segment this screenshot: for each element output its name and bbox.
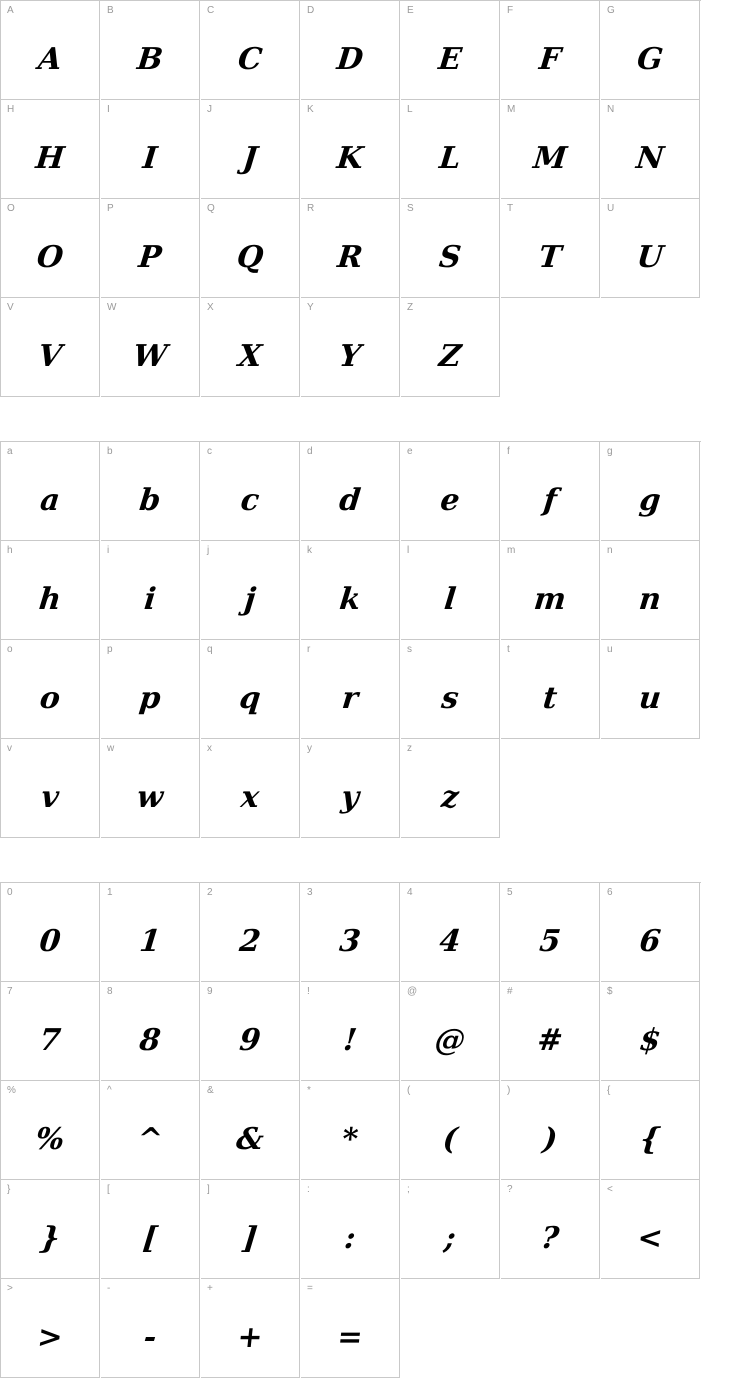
charmap-cell[interactable] <box>501 1081 600 1180</box>
char-code-label: Y <box>307 302 314 313</box>
char-code-label: T <box>507 203 514 214</box>
char-glyph: # <box>535 1023 565 1058</box>
char-glyph: { <box>638 1122 662 1157</box>
char-code-label: - <box>107 1283 111 1294</box>
char-glyph: o <box>38 681 62 716</box>
charmap-block-uppercase <box>0 0 701 397</box>
char-code-label: ) <box>507 1085 511 1096</box>
charmap-cell[interactable] <box>301 298 400 397</box>
charmap-cell[interactable] <box>1 442 100 541</box>
charmap-cell[interactable] <box>101 199 200 298</box>
charmap-cell[interactable] <box>301 1279 400 1378</box>
charmap-cell[interactable] <box>301 1180 400 1279</box>
char-code-label: = <box>307 1283 313 1294</box>
char-glyph: G <box>635 42 665 77</box>
charmap-cell[interactable] <box>101 298 200 397</box>
char-glyph: y <box>339 780 361 815</box>
charmap-cell[interactable] <box>501 982 600 1081</box>
char-glyph: $ <box>637 1023 663 1058</box>
charmap-cell[interactable] <box>1 298 100 397</box>
charmap-cell[interactable] <box>301 541 400 640</box>
char-glyph: h <box>37 582 63 617</box>
char-glyph: O <box>35 240 65 275</box>
char-glyph: e <box>438 483 462 518</box>
char-code-label: V <box>7 302 14 313</box>
char-glyph: P <box>136 240 164 275</box>
charmap-cell[interactable] <box>201 1279 300 1378</box>
char-glyph: < <box>635 1221 665 1256</box>
char-code-label: < <box>607 1184 613 1195</box>
char-glyph: K <box>335 141 365 176</box>
char-code-label: w <box>107 743 115 754</box>
char-code-label: l <box>407 545 410 556</box>
char-code-label: O <box>7 203 15 214</box>
block-separator <box>0 397 740 441</box>
charmap-cell[interactable] <box>501 442 600 541</box>
char-code-label: c <box>207 446 212 457</box>
charmap-cell[interactable] <box>301 199 400 298</box>
char-glyph: b <box>137 483 163 518</box>
char-code-label: i <box>107 545 110 556</box>
char-code-label: * <box>307 1085 311 1096</box>
char-glyph: ( <box>441 1122 459 1157</box>
char-code-label: h <box>7 545 13 556</box>
char-code-label: : <box>307 1184 310 1195</box>
charmap-cell[interactable] <box>301 1081 400 1180</box>
charmap-cell[interactable] <box>201 982 300 1081</box>
char-code-label: & <box>207 1085 214 1096</box>
charmap-cell[interactable] <box>601 199 700 298</box>
charmap-cell[interactable] <box>301 982 400 1081</box>
char-glyph: 1 <box>137 924 163 959</box>
char-glyph: ! <box>341 1023 359 1058</box>
char-glyph: ] <box>241 1221 259 1256</box>
charmap-cell[interactable] <box>301 1 400 100</box>
char-glyph: J <box>241 141 259 176</box>
char-glyph: n <box>637 582 663 617</box>
char-glyph: 0 <box>37 924 63 959</box>
char-glyph: 2 <box>237 924 263 959</box>
char-glyph: 8 <box>137 1023 163 1058</box>
char-code-label: 0 <box>7 887 13 898</box>
char-code-label: v <box>7 743 12 754</box>
char-glyph: A <box>36 42 64 77</box>
charmap-cell[interactable] <box>201 541 300 640</box>
char-code-label: ? <box>507 1184 513 1195</box>
char-glyph: 6 <box>637 924 663 959</box>
char-glyph: } <box>38 1221 62 1256</box>
charmap-cell[interactable] <box>201 1180 300 1279</box>
char-glyph: Z <box>437 339 463 374</box>
charmap-cell[interactable] <box>601 541 700 640</box>
char-code-label: b <box>107 446 113 457</box>
charmap-cell[interactable] <box>501 541 600 640</box>
charmap-cell[interactable] <box>201 1081 300 1180</box>
char-glyph: q <box>237 681 263 716</box>
char-code-label: L <box>407 104 413 115</box>
char-glyph: f <box>541 483 559 518</box>
char-glyph: N <box>634 141 666 176</box>
charmap-cell[interactable] <box>401 1 500 100</box>
char-code-label: E <box>407 5 414 16</box>
charmap-cell[interactable] <box>401 1081 500 1180</box>
char-code-label: H <box>7 104 15 115</box>
char-code-label: ! <box>307 986 310 997</box>
charmap-cell[interactable] <box>201 199 300 298</box>
char-glyph: V <box>36 339 64 374</box>
char-glyph: x <box>239 780 261 815</box>
char-code-label: t <box>507 644 510 655</box>
char-code-label: [ <box>107 1184 110 1195</box>
charmap-cell[interactable] <box>201 442 300 541</box>
char-glyph: s <box>439 681 461 716</box>
charmap-cell[interactable] <box>401 541 500 640</box>
char-glyph: k <box>337 582 363 617</box>
char-code-label: I <box>107 104 110 115</box>
char-code-label: a <box>7 446 13 457</box>
char-glyph: @ <box>433 1023 467 1058</box>
char-glyph: F <box>537 42 563 77</box>
char-code-label: ^ <box>107 1085 112 1096</box>
char-code-label: { <box>607 1085 611 1096</box>
charmap-cell[interactable] <box>501 883 600 982</box>
char-code-label: P <box>107 203 114 214</box>
char-glyph: C <box>236 42 264 77</box>
char-glyph: t <box>541 681 559 716</box>
charmap-cell[interactable] <box>401 442 500 541</box>
charmap-cell[interactable] <box>201 100 300 199</box>
char-glyph: w <box>135 780 165 815</box>
char-glyph: c <box>239 483 262 518</box>
char-code-label: % <box>7 1085 16 1096</box>
char-glyph: ? <box>539 1221 561 1256</box>
char-code-label: W <box>107 302 117 313</box>
char-code-label: @ <box>407 986 418 997</box>
char-glyph: ^ <box>135 1122 165 1157</box>
charmap-cell[interactable] <box>601 1180 700 1279</box>
char-code-label: N <box>607 104 615 115</box>
char-glyph: 7 <box>37 1023 63 1058</box>
char-glyph: Y <box>337 339 363 374</box>
char-code-label: + <box>207 1283 213 1294</box>
char-code-label: 7 <box>7 986 13 997</box>
char-glyph: L <box>437 141 463 176</box>
char-code-label: Q <box>207 203 215 214</box>
char-code-label: Z <box>407 302 414 313</box>
charmap-cell[interactable] <box>501 100 600 199</box>
char-code-label: e <box>407 446 413 457</box>
charmap-cell[interactable] <box>501 640 600 739</box>
charmap-cell[interactable] <box>1 1279 100 1378</box>
char-glyph: d <box>337 483 363 518</box>
char-glyph: l <box>442 582 458 617</box>
char-glyph: E <box>436 42 464 77</box>
charmap-cell[interactable] <box>101 100 200 199</box>
char-code-label: z <box>407 743 412 754</box>
charmap-cell[interactable] <box>1 541 100 640</box>
charmap-cell[interactable] <box>601 100 700 199</box>
char-code-label: 9 <box>207 986 213 997</box>
char-glyph: D <box>335 42 365 77</box>
char-code-label: J <box>207 104 212 115</box>
charmap-cell[interactable] <box>101 982 200 1081</box>
char-code-label: R <box>307 203 315 214</box>
block-separator <box>0 838 740 882</box>
char-glyph: X <box>236 339 264 374</box>
char-code-label: q <box>207 644 213 655</box>
char-code-label: y <box>307 743 312 754</box>
char-glyph: % <box>33 1122 67 1157</box>
char-glyph: z <box>439 780 461 815</box>
char-code-label: f <box>507 446 510 457</box>
charmap-cell[interactable] <box>601 883 700 982</box>
char-code-label: U <box>607 203 615 214</box>
charmap-cell[interactable] <box>601 442 700 541</box>
charmap-cell[interactable] <box>101 1279 200 1378</box>
charmap-cell[interactable] <box>601 982 700 1081</box>
char-glyph: I <box>141 141 159 176</box>
charmap-cell[interactable] <box>201 1 300 100</box>
char-code-label: 4 <box>407 887 413 898</box>
char-glyph: 4 <box>437 924 463 959</box>
char-code-label: 8 <box>107 986 113 997</box>
charmap-cell[interactable] <box>601 640 700 739</box>
char-code-label: 1 <box>107 887 113 898</box>
char-glyph: i <box>142 582 158 617</box>
charmap-cell[interactable] <box>1 100 100 199</box>
char-glyph: [ <box>141 1221 159 1256</box>
char-code-label: r <box>307 644 311 655</box>
char-glyph: - <box>141 1320 159 1355</box>
char-code-label: S <box>407 203 414 214</box>
charmap-cell[interactable] <box>201 883 300 982</box>
char-code-label: m <box>507 545 516 556</box>
charmap-cell[interactable] <box>401 298 500 397</box>
charmap-cell[interactable] <box>501 1 600 100</box>
charmap-cell[interactable] <box>201 739 300 838</box>
char-glyph: Q <box>235 240 265 275</box>
char-code-label: ; <box>407 1184 410 1195</box>
char-glyph: g <box>637 483 663 518</box>
char-glyph: U <box>635 240 665 275</box>
charmap-block-lowercase <box>0 441 701 838</box>
char-glyph: m <box>532 582 568 617</box>
char-glyph: H <box>34 141 67 176</box>
char-glyph: v <box>39 780 61 815</box>
char-code-label: B <box>107 5 114 16</box>
char-code-label: j <box>207 545 210 556</box>
charmap-cell[interactable] <box>1 1180 100 1279</box>
charmap-cell[interactable] <box>401 982 500 1081</box>
char-code-label: d <box>307 446 313 457</box>
charmap-cell[interactable] <box>101 1180 200 1279</box>
char-code-label: s <box>407 644 412 655</box>
char-code-label: ] <box>207 1184 210 1195</box>
char-code-label: D <box>307 5 315 16</box>
charmap-cell[interactable] <box>301 883 400 982</box>
charmap-cell[interactable] <box>601 1081 700 1180</box>
charmap-cell[interactable] <box>101 1 200 100</box>
charmap-cell[interactable] <box>201 298 300 397</box>
charmap-cell[interactable] <box>1 739 100 838</box>
char-glyph: = <box>335 1320 365 1355</box>
char-code-label: 3 <box>307 887 313 898</box>
char-glyph: B <box>135 42 165 77</box>
char-code-label: u <box>607 644 613 655</box>
charmap-cell[interactable] <box>101 739 200 838</box>
charmap-cell[interactable] <box>1 640 100 739</box>
char-glyph: : <box>342 1221 358 1256</box>
charmap-cell[interactable] <box>501 199 600 298</box>
char-glyph: W <box>131 339 169 374</box>
charmap-cell[interactable] <box>401 100 500 199</box>
char-code-label: 5 <box>507 887 513 898</box>
char-code-label: } <box>7 1184 11 1195</box>
char-glyph: 5 <box>537 924 563 959</box>
charmap-cell[interactable] <box>101 640 200 739</box>
char-glyph: p <box>137 681 163 716</box>
charmap-cell[interactable] <box>101 883 200 982</box>
char-code-label: $ <box>607 986 613 997</box>
char-glyph: a <box>38 483 62 518</box>
char-code-label: g <box>607 446 613 457</box>
char-code-label: G <box>607 5 615 16</box>
char-code-label: # <box>507 986 513 997</box>
charmap-cell[interactable] <box>301 739 400 838</box>
charmap-cell[interactable] <box>101 541 200 640</box>
charmap-cell[interactable] <box>201 640 300 739</box>
char-code-label: ( <box>407 1085 411 1096</box>
char-glyph: S <box>437 240 463 275</box>
charmap-cell[interactable] <box>301 100 400 199</box>
char-code-label: x <box>207 743 212 754</box>
char-code-label: o <box>7 644 13 655</box>
charmap-cell[interactable] <box>1 982 100 1081</box>
char-code-label: A <box>7 5 14 16</box>
charmap-cell[interactable] <box>1 1081 100 1180</box>
char-glyph: + <box>235 1320 265 1355</box>
char-glyph: r <box>340 681 360 716</box>
char-glyph: & <box>234 1122 266 1157</box>
charmap-cell[interactable] <box>401 1180 500 1279</box>
charmap-cell[interactable] <box>1 1 100 100</box>
charmap-cell[interactable] <box>401 739 500 838</box>
charmap-cell[interactable] <box>401 640 500 739</box>
char-glyph: 3 <box>337 924 363 959</box>
char-glyph: > <box>35 1320 65 1355</box>
char-glyph: ; <box>442 1221 458 1256</box>
char-glyph: j <box>242 582 258 617</box>
charmap-block-digits-and-symbols <box>0 882 701 1378</box>
charmap-cell[interactable] <box>1 883 100 982</box>
charmap-cell[interactable] <box>501 1180 600 1279</box>
char-glyph: * <box>340 1122 360 1157</box>
charmap-cell[interactable] <box>101 442 200 541</box>
char-code-label: K <box>307 104 314 115</box>
charmap-cell[interactable] <box>301 442 400 541</box>
char-code-label: X <box>207 302 214 313</box>
charmap-cell[interactable] <box>301 640 400 739</box>
char-code-label: k <box>307 545 312 556</box>
charmap-cell[interactable] <box>101 1081 200 1180</box>
char-code-label: > <box>7 1283 13 1294</box>
char-glyph: R <box>335 240 365 275</box>
char-code-label: F <box>507 5 514 16</box>
char-glyph: 9 <box>237 1023 263 1058</box>
char-glyph: u <box>637 681 663 716</box>
char-code-label: M <box>507 104 516 115</box>
char-glyph: ) <box>541 1122 559 1157</box>
char-glyph: M <box>531 141 569 176</box>
charmap-cell[interactable] <box>601 1 700 100</box>
charmap-cell[interactable] <box>1 199 100 298</box>
charmap-cell[interactable] <box>401 883 500 982</box>
char-code-label: C <box>207 5 215 16</box>
char-glyph: T <box>537 240 564 275</box>
charmap-cell[interactable] <box>401 199 500 298</box>
char-code-label: p <box>107 644 113 655</box>
char-code-label: 6 <box>607 887 613 898</box>
char-code-label: 2 <box>207 887 213 898</box>
char-code-label: n <box>607 545 613 556</box>
